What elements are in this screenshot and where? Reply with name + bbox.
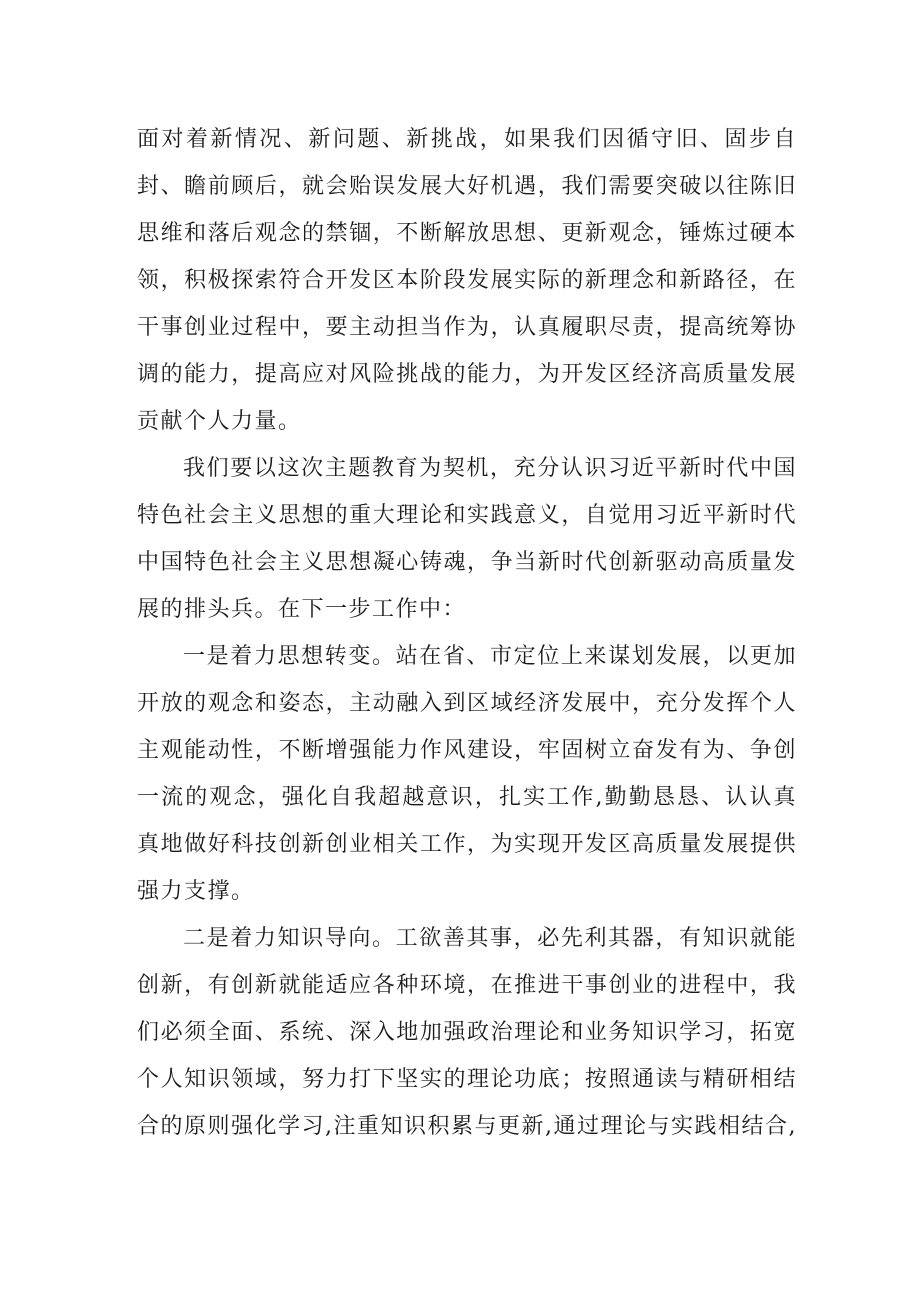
- document-body: [137, 116, 797, 1150]
- paragraph-continuation: 面对着新情况、新问题、新挑战，如果我们因循守旧、固步自封、瞻前顾后，就会贻误发展大好机遇，我们需要突破以往陈旧思维和落后观念的禁锢，不断解放思想、更新观念，锤炼过硬本领，积极探索符合开发区本阶段发展实际的新理念和新路径，在干事创业过程中，要主动担当作为，认真履职尽责，提高统筹协调的能力，提高应对风险挑战的能力，为开发区经济高质量发展贡献个人力量。: [137, 127, 797, 434]
- paragraph-knowledge-orientation: 二是着力知识导向。工欲善其事，必先利其器，有知识就能创新，有创新就能适应各种环境，在推进干事创业的进程中，我们必须全面、系统、深入地加强政治理论和业务知识学习，拓宽个人知识领域，努力打下坚实的理论功底；按照通读与精研相结合的原则强化学习,注重知识积累与更新,通过理论与实践相结合,: [137, 926, 797, 1139]
- paragraph-thought-transformation: 一是着力思想转变。站在省、市定位上来谋划发展，以更加开放的观念和姿态，主动融入到区域经济发展中，充分发挥个人主观能动性，不断增强能力作风建设，牢固树立奋发有为、争创一流的观念，强化自我超越意识，扎实工作,勤勤恳恳、认认真真地做好科技创新创业相关工作，为实现开发区高质量发展提供强力支撑。: [137, 644, 797, 904]
- paragraph-theme-education: 我们要以这次主题教育为契机，充分认识习近平新时代中国特色社会主义思想的重大理论和实践意义，自觉用习近平新时代中国特色社会主义思想凝心铸魂，争当新时代创新驱动高质量发展的排头兵。在下一步工作中：: [137, 456, 797, 622]
